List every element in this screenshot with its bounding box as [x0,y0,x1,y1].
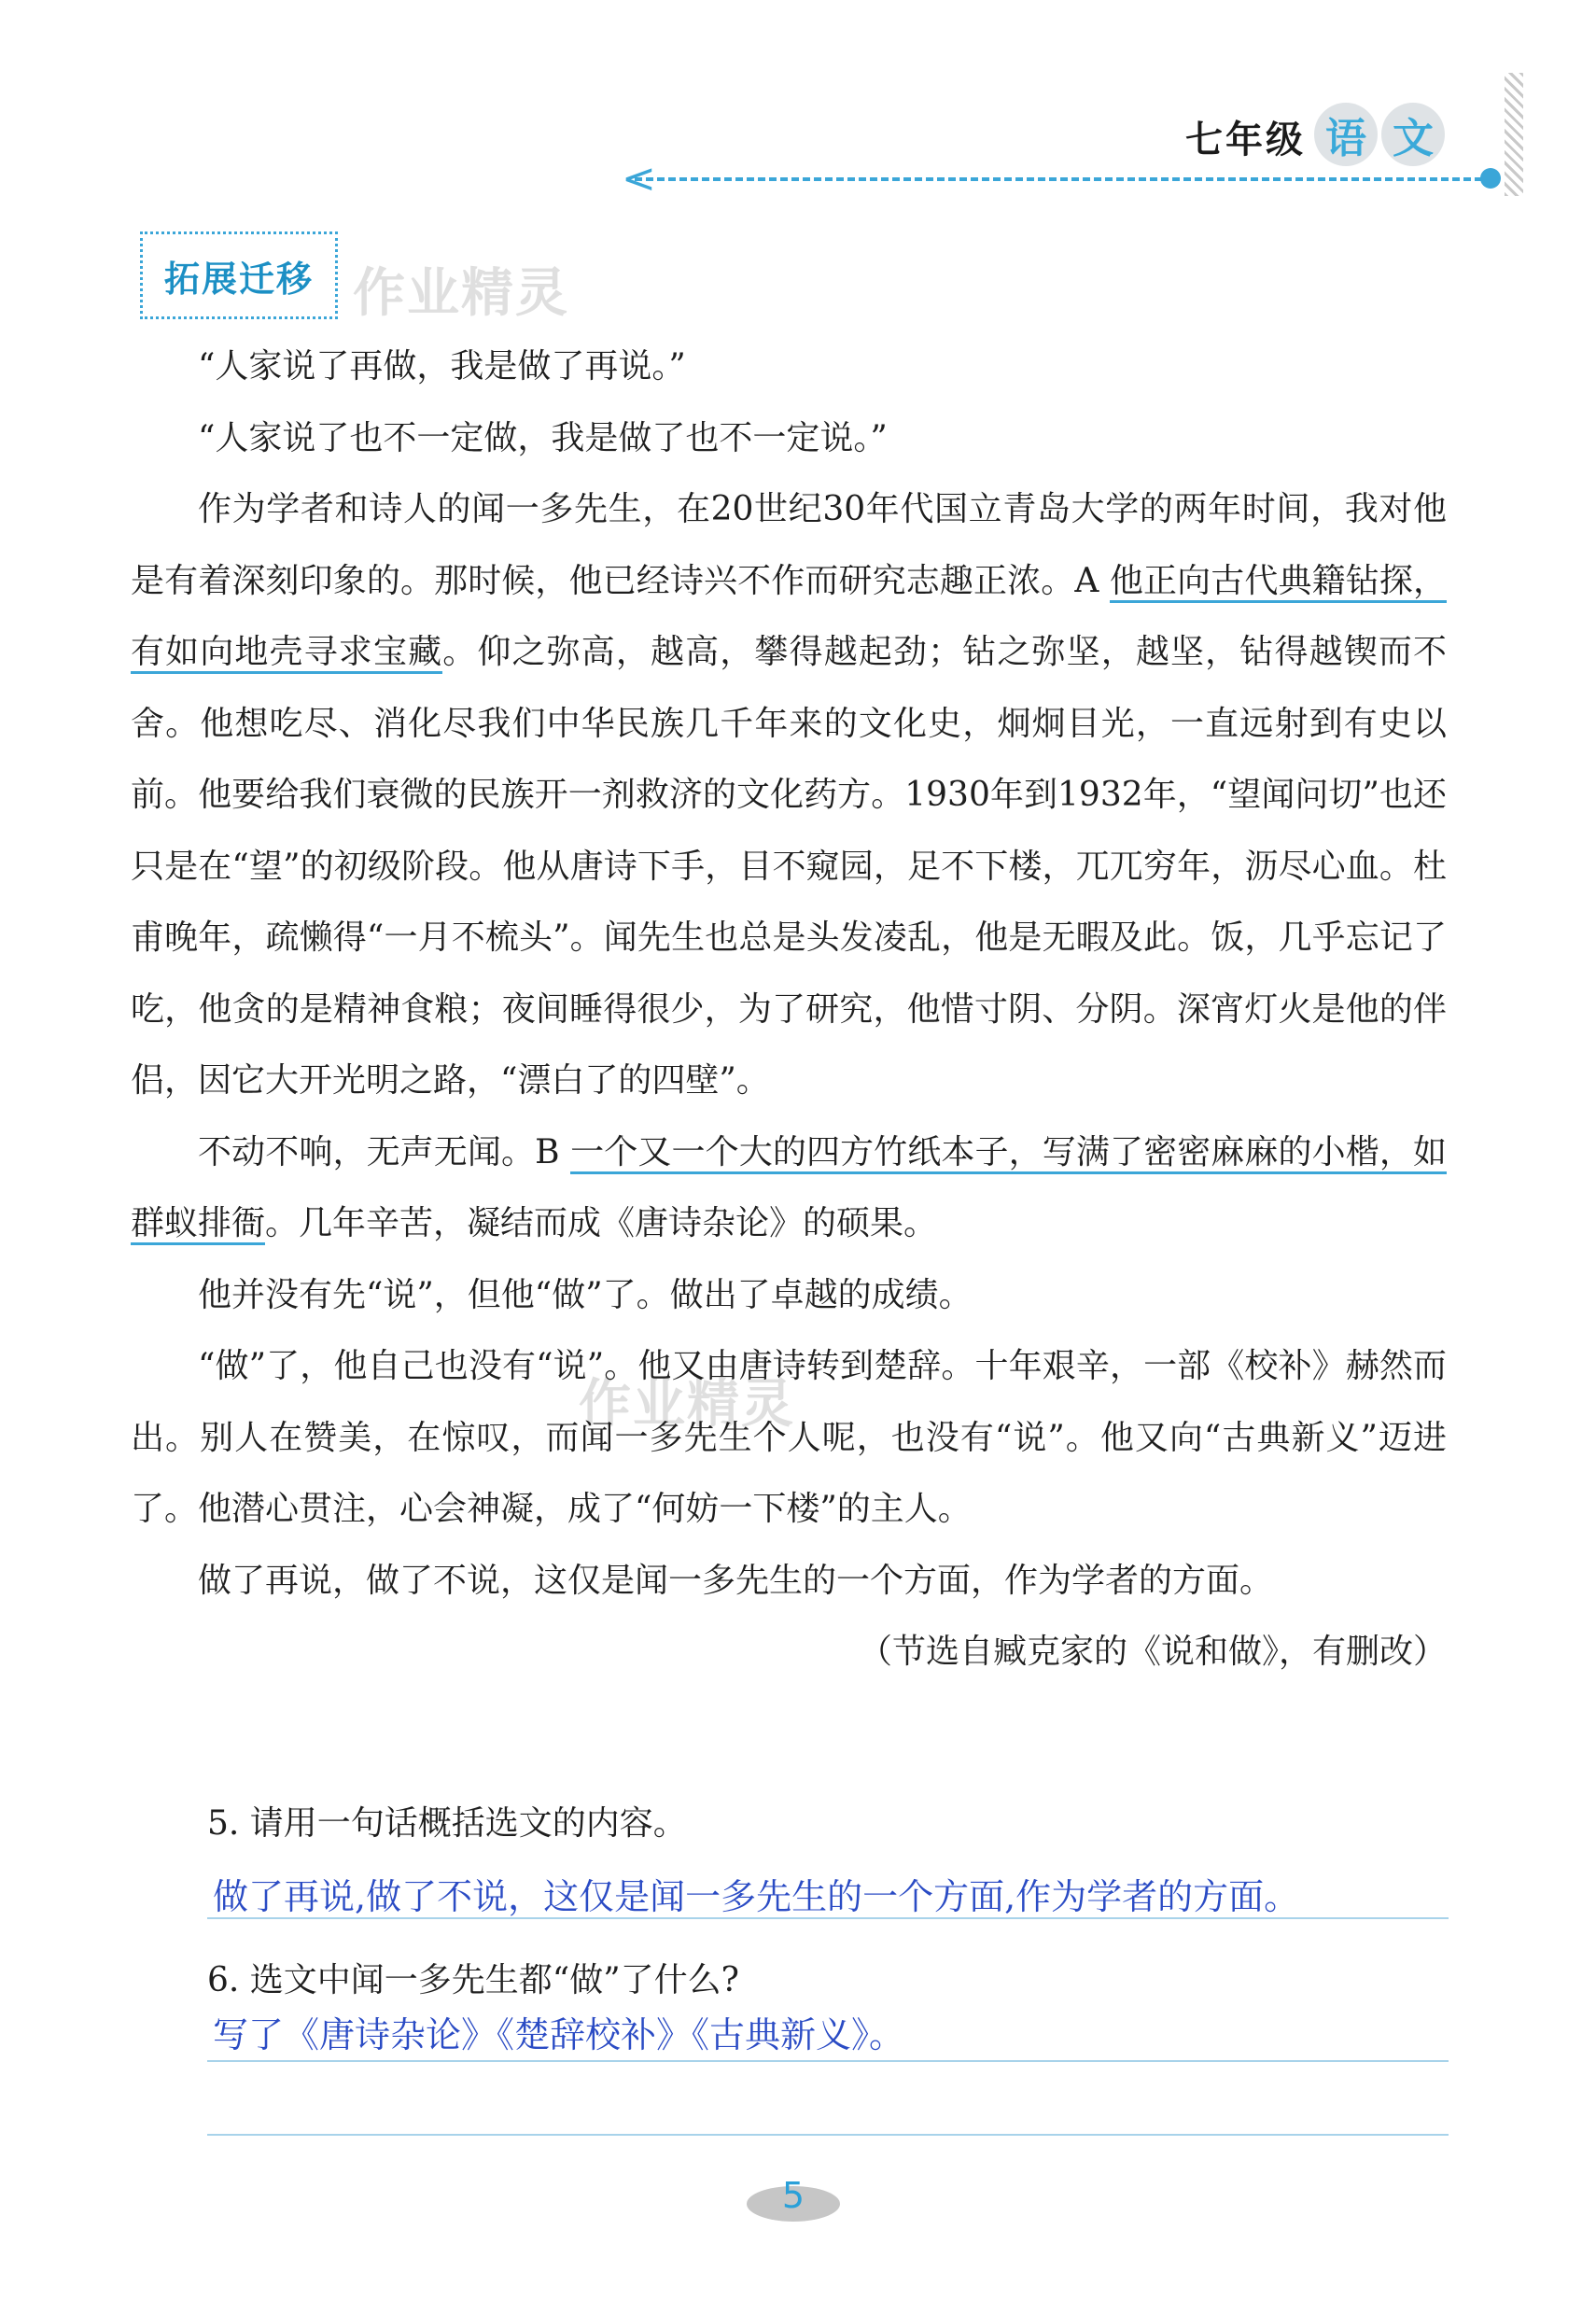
page-number: 5 [781,2175,805,2216]
section-tag [140,231,338,319]
paragraph-3-text-a: 作为学者和诗人的闻一多先生，在20世纪30年代国立青岛大学的两年时间，我对他是有着深刻印象的。那时候，他已经诗兴不作而研究志趣正浓。A [131,490,1447,600]
watermark: 作业精灵 [579,1374,795,1435]
article [131,331,1447,1689]
watermark: 作业精灵 [353,263,569,324]
answer-line [207,1917,1449,1919]
paragraph-3 [131,474,1447,1117]
question-6: 6. 选文中闻一多先生都“做”了什么? [207,1961,739,1999]
subject-badge-1: 语 [1314,103,1378,166]
header-dashed-line [635,177,1482,181]
header-stripe-decoration [1505,73,1523,196]
arrow-left-icon: < [622,155,656,203]
underlined-sentence-b: 一个又一个大的四方竹纸本子，写满了密密麻麻的小楷，如群蚁排衙 [131,1133,1447,1246]
paragraph-4 [131,1117,1447,1260]
dot-icon [1480,168,1501,189]
answer-line [207,2060,1449,2062]
grade-label: 七年级 [1185,118,1306,161]
question-5: 5. 请用一句话概括选文的内容。 [207,1804,687,1843]
underlined-sentence-a: 他正向古代典籍钻探，有如向地壳寻求宝藏 [131,562,1447,675]
paragraph-5: 他并没有先“说”，但他“做”了。做出了卓越的成绩。 [198,1275,973,1314]
paragraph-7: 做了再说，做了不说，这仅是闻一多先生的一个方面，作为学者的方面。 [198,1561,1274,1600]
paragraph-4-text-a: 不动不响，无声无闻。B [198,1132,571,1171]
subject-badge-2: 文 [1381,103,1445,166]
section-tag-label: 拓展迁移 [163,258,314,300]
paragraph-1: “人家说了再做，我是做了再说。” [198,347,686,386]
answer-5: 做了再说,做了不说，这仅是闻一多先生的一个方面,作为学者的方面。 [213,1876,1300,1917]
paragraph-4-text-b: 。几年辛苦，凝结而成《唐诗杂论》的硕果。 [265,1204,938,1242]
paragraph-6: “做”了，他自己也没有“说”。他又由唐诗转到楚辞。十年艰辛，一部《校补》赫然而出。别人在赞美，在惊叹，而闻一多先生个人呢，也没有“说”。他又向“古典新义”迈进了。他潜心贯注，心会神凝，成了“何妨一下楼”的主人。 [131,1347,1447,1528]
paragraph-2: “人家说了也不一定做，我是做了也不一定说。” [198,418,888,457]
answer-line [207,2134,1449,2136]
paragraph-3-text-b: 。仰之弥高，越高，攀得越起劲；钻之弥坚，越坚，钻得越锲而不舍。他想吃尽、消化尽我们中华民族几千年来的文化史，炯炯目光，一直远射到有史以前。他要给我们衰微的民族开一剂救济的文化药方。1930年到1932年，“望闻问切”也还只是在“望”的初级阶段。他从唐诗下手，目不窥园，足不下楼，兀兀穷年，沥尽心血。杜甫晚年，疏懒得“一月不梳头”。闻先生也总是头发凌乱，他是无暇及此。饭，几乎忘记了吃，他贪的是精神食粮；夜间睡得很少，为了研究，他惜寸阴、分阴。深宵灯火是他的伴侣，因它大开光明之路，“漂白了的四壁”。 [131,633,1447,1100]
answer-6: 写了《唐诗杂论》《楚辞校补》《古典新义》。 [213,2014,905,2055]
source-citation: （节选自臧克家的《说和做》，有删改） [858,1633,1447,1671]
